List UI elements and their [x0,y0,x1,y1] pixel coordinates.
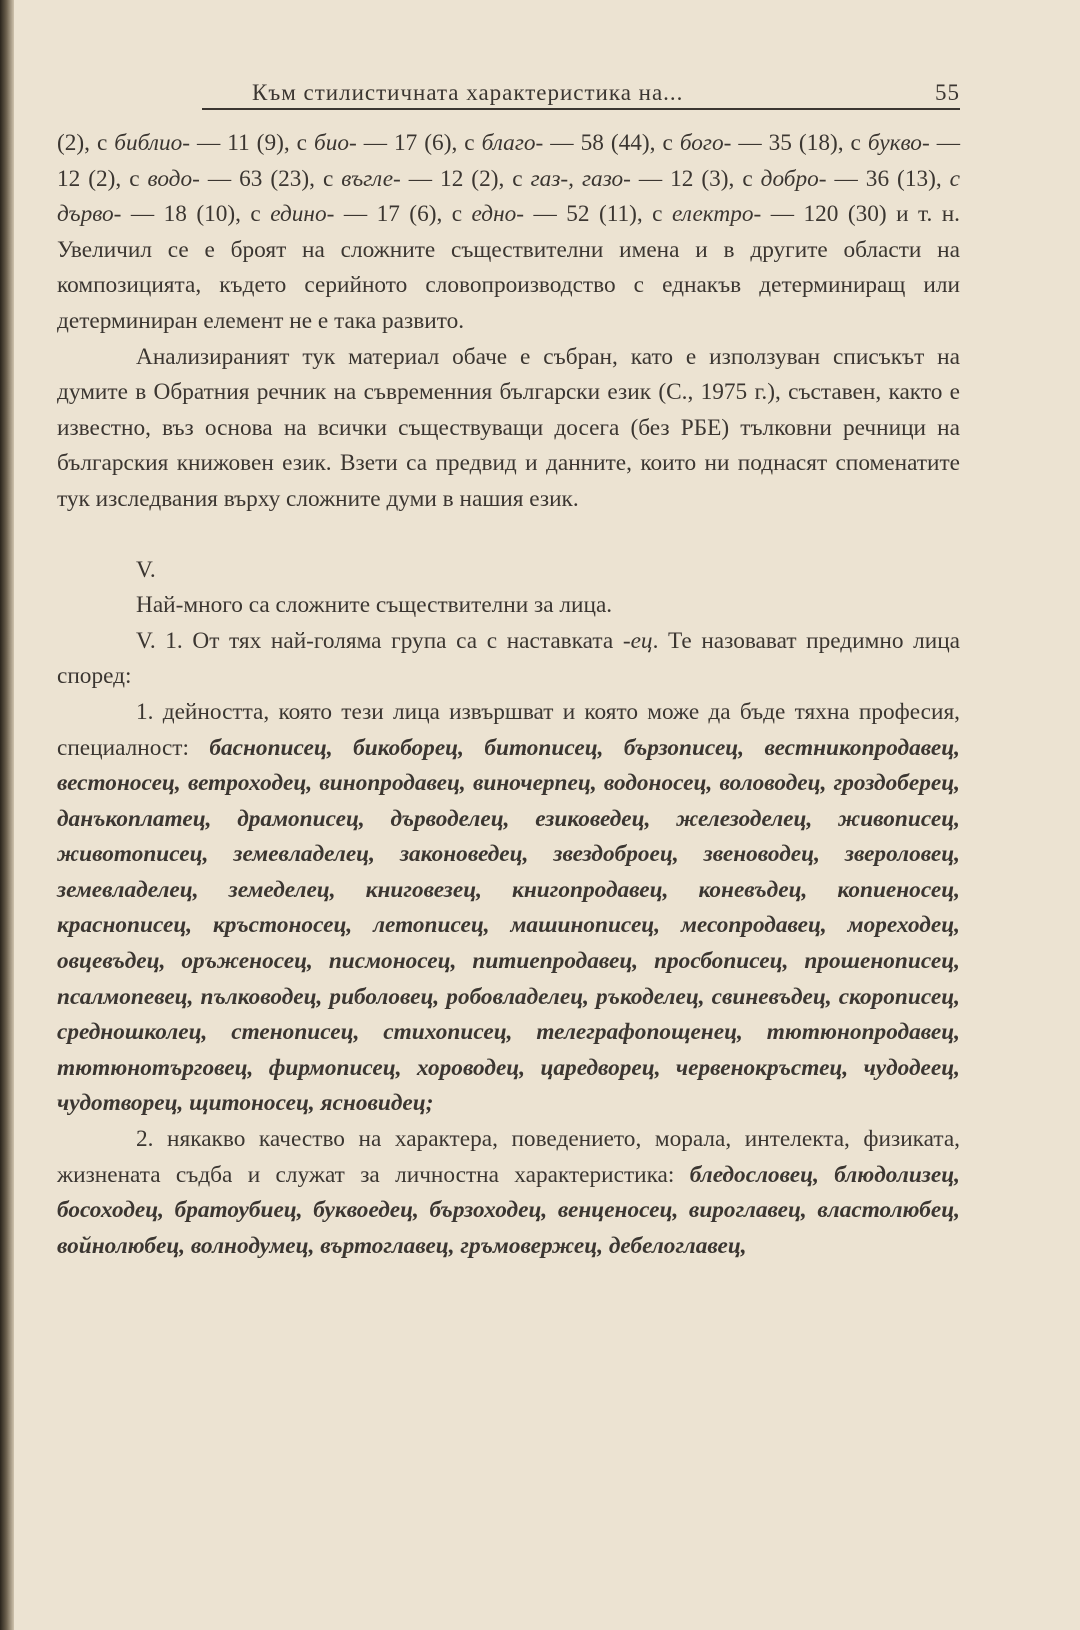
paragraph-suffix-group [57,624,960,695]
prefix-term: газ-, газо- [530,165,631,192]
running-header [202,74,960,110]
list-item-activity [57,695,960,1122]
text-run: (2), с [57,130,115,156]
body-text [57,126,960,1264]
text-run: — 12 (3), с [630,165,761,192]
suffix-term: -ец [622,627,653,654]
text-run: — 63 (23), с [199,165,342,192]
book-page [57,0,960,1630]
example-words: баснописец, бикоборец, битописец, бързописец, вестникопродавец, вестоносец, ветроходец, винопродавец, виночерпец, водоносец, воловодец, гроздоберец, данъкоплатец, драмописец, дърводелец, езиковедец, железоделец, живописец, животописец, земевладелец, законоведец, звездоброец, звеноводец, звероловец, земевладелец, земеделец, книговезец, книгопродавец, коневъдец, копиеносец, краснописец, кръстоносец, летописец, машинописец, месопродавец, мореходец, овцевъдец, оръженосец, писмоносец, питиепродавец, просбописец, прошенописец, псалмопевец, пълководец, риболовец, робовладелец, ръкоделец, свиневъдец, скорописец, средношколец, стенописец, стихописец, телеграфопощенец, тютюнопродавец, тютюнотърговец, фирмописец, хороводец, царедворец, червенокръстец, чудодеец, чудотворец, щитоносец, ясновидец; [57,734,960,1117]
text-run: — 12 (2), с [400,165,531,192]
text-run: — 17 (6), с [356,130,482,156]
paragraph-source-material: Анализираният тук материал обаче е събран, като е използуван списъкът на думите в Обратния речник на съвременния български език (С., 1975 г.), съставен, както е известно, въз основа на всички съществуващи досега (без РБЕ) тълковни речници на българския книжовен език. Взети са предвид и данните, които ни поднасят споменатите тук изследвания върху сложните думи в нашия език. [57,343,960,512]
book-spine-shadow [0,0,14,1630]
text-run: — 36 (13), [826,165,950,192]
running-title: Към стилистичната характеристика на... [252,80,684,105]
prefix-term: водо- [147,165,200,192]
prefix-term: едно- [471,201,525,228]
text-run: V. 1. От тях най-голяма група са с наставката [136,627,623,654]
prefix-term: благо- [481,130,544,156]
page-number: 55 [935,80,960,105]
prefix-term: букво- [867,130,930,156]
list-item-intro: 1. дейността, която тези лица извършват и която може да бъде тяхна професия, специалност: [57,698,960,761]
text-run: — 17 (6), с [334,201,472,228]
text-run: — 58 (44), с [543,130,680,156]
text-run: — 35 (18), с [731,130,868,156]
text-run: — 18 (10), с [121,201,271,228]
prefix-term: едино- [270,201,335,228]
prefix-term: добро- [760,165,827,192]
text-run: — 52 (11), с [524,201,672,228]
prefix-term: с дърво- [57,165,961,228]
paragraph-section-intro: Най-много са сложните съществителни за лица. [136,592,613,619]
prefix-term: бого- [679,130,732,156]
list-item-intro: 2. някакво качество на характера, поведението, морала, интелекта, физиката, жизнената съдба и служат за личностна характеристика: [57,1126,960,1188]
prefix-term: био- [313,130,357,156]
example-words: бледословец, блюдолизец, босоходец, братоубиец, буквоедец, бързоходец, венценосец, вироглавец, властолюбец, войнолюбец, волнодумец, въртоглавец, гръмовержец, дебелоглавец, [57,1161,960,1259]
text-run: — 11 (9), с [190,130,314,156]
prefix-term: електро- [671,201,762,228]
list-item-quality [57,1122,960,1264]
prefix-term: въгле- [341,165,401,192]
text-run: . Те назовават предимно лица според: [57,627,961,690]
text-run: — 12 (2), с [57,130,961,192]
section-spacer [57,518,960,553]
prefix-term: библио- [114,130,191,156]
paragraph-prefix-counts [57,126,960,340]
section-heading: V. [136,556,156,583]
text-run: — 120 (30) и т. н. Увеличил се е броят на сложните съществителни имена и в другите области на композицията, където серийното словопроизводство с еднакъв детерминиращ или детерминиран елемент не е така развито. [57,201,960,334]
